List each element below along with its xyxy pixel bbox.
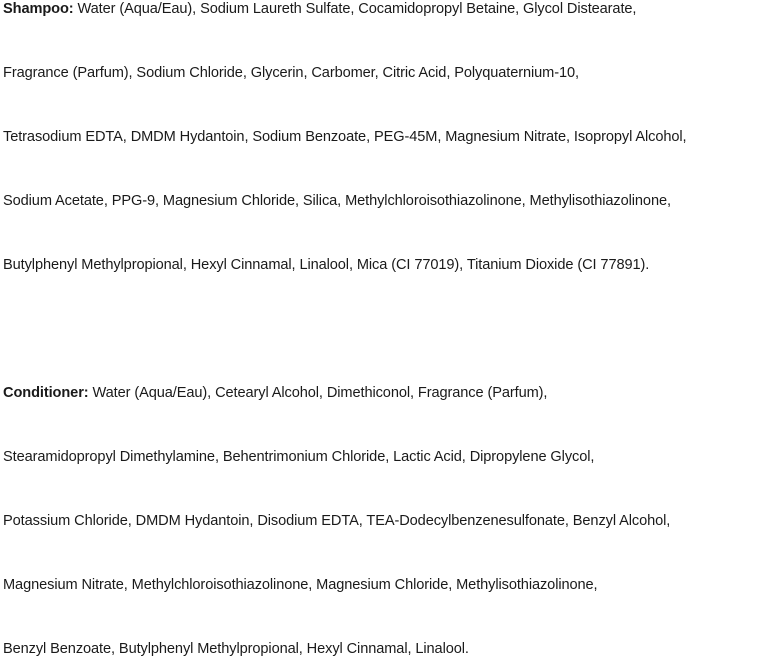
shampoo-heading: Shampoo: xyxy=(3,1,74,17)
shampoo-text: Water (Aqua/Eau), Sodium Laureth Sulfate, Cocamidopropyl Betaine, Glycol Distearate, xyxy=(73,1,637,17)
conditioner-line-3: Potassium Chloride, DMDM Hydantoin, Disodium EDTA, TEA-Dodecylbenzenesulfonate, Benzyl Alcohol, xyxy=(3,513,671,529)
shampoo-line-1 xyxy=(3,0,636,18)
conditioner-line-5: Benzyl Benzoate, Butylphenyl Methylpropional, Hexyl Cinnamal, Linalool. xyxy=(3,641,469,657)
conditioner-text: Water (Aqua/Eau), Cetearyl Alcohol, Dimethiconol, Fragrance (Parfum), xyxy=(88,385,548,401)
shampoo-line-2: Fragrance (Parfum), Sodium Chloride, Glycerin, Carbomer, Citric Acid, Polyquaternium-10, xyxy=(3,65,579,81)
shampoo-line-4: Sodium Acetate, PPG-9, Magnesium Chloride, Silica, Methylchloroisothiazolinone, Methylisothiazolinone, xyxy=(3,193,671,209)
conditioner-heading: Conditioner: xyxy=(3,385,89,401)
shampoo-line-5: Butylphenyl Methylpropional, Hexyl Cinnamal, Linalool, Mica (CI 77019), Titanium Dioxide (CI 77891). xyxy=(3,257,650,273)
conditioner-line-4: Magnesium Nitrate, Methylchloroisothiazolinone, Magnesium Chloride, Methylisothiazolinone, xyxy=(3,577,598,593)
shampoo-line-3: Tetrasodium EDTA, DMDM Hydantoin, Sodium Benzoate, PEG-45M, Magnesium Nitrate, Isopropyl Alcohol, xyxy=(3,129,687,145)
conditioner-line-1 xyxy=(3,384,547,402)
conditioner-line-2: Stearamidopropyl Dimethylamine, Behentrimonium Chloride, Lactic Acid, Dipropylene Glycol, xyxy=(3,449,595,465)
